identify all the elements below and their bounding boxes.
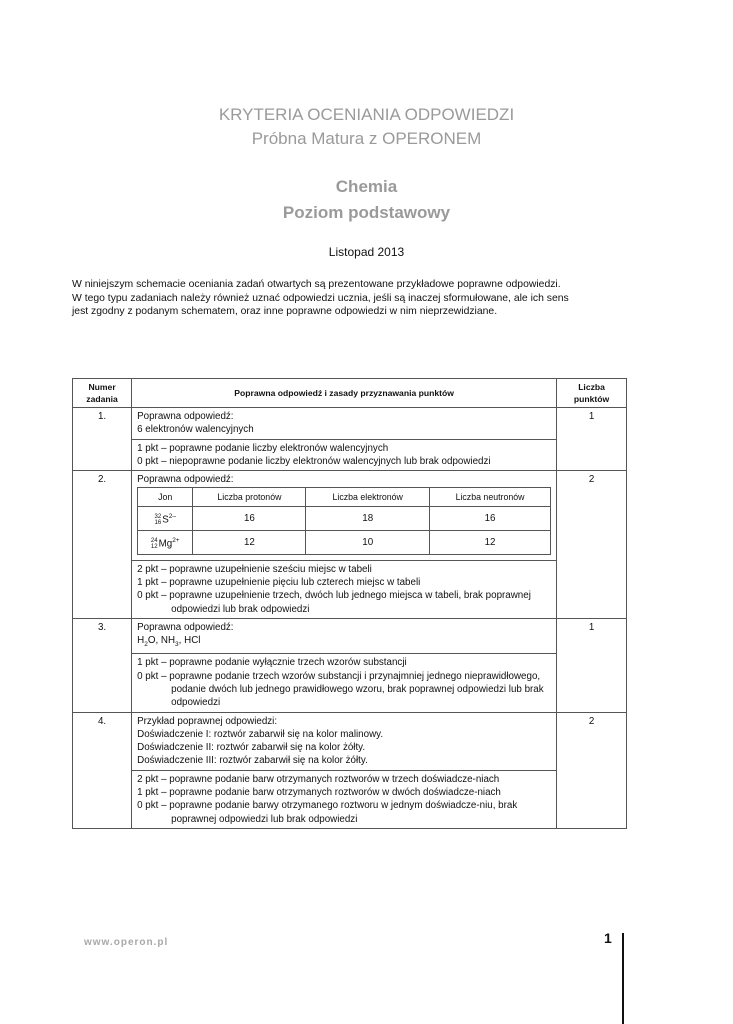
criteria-block xyxy=(132,439,556,471)
task-content xyxy=(132,712,557,828)
footer-website: www.operon.pl xyxy=(84,937,169,948)
ions-header-row xyxy=(138,488,551,507)
criteria-block xyxy=(132,653,556,711)
task-points: 2 xyxy=(557,471,627,619)
answer-label: Przykład poprawnej odpowiedzi: xyxy=(137,715,278,727)
criterion: 0 pkt – poprawne podanie barwy otrzymanego roztworu w jednym doświadcze-niu, brak poprawnej odpowiedzi lub brak odpowiedzi xyxy=(137,800,518,825)
criterion: 2 pkt – poprawne uzupełnienie sześciu miejsc w tabeli xyxy=(137,563,372,575)
table-row xyxy=(73,471,627,619)
isotope-numbers xyxy=(151,538,158,550)
table-row xyxy=(73,618,627,712)
page-number: 1 xyxy=(604,930,612,946)
ion-row xyxy=(138,507,551,531)
subject-header xyxy=(0,174,733,226)
element-symbol: S xyxy=(162,514,169,526)
criterion: 2 pkt – poprawne podanie barw otrzymanych roztworów w trzech doświadcze-niach xyxy=(137,773,500,785)
ions-header: Liczba elektronów xyxy=(306,488,430,507)
answer-label: Poprawna odpowiedź: xyxy=(137,411,234,422)
neutron-count: 12 xyxy=(429,531,550,555)
formula-subscript: 3 xyxy=(175,641,179,649)
isotope-numbers xyxy=(155,514,162,526)
intro-line: W tego typu zadaniach należy również uznać odpowiedzi ucznia, jeśli są inaczej sformułowane, ale ich sens xyxy=(72,292,569,304)
answer-block xyxy=(132,713,556,770)
answer-text: Doświadczenie III: roztwór zabarwił się na kolor żółty. xyxy=(137,755,368,767)
criterion: 0 pkt – poprawne uzupełnienie trzech, dwóch lub jednego miejsca w tabeli, brak poprawnej odpowiedzi lub brak odpowiedzi xyxy=(137,590,531,615)
ions-header: Liczba neutronów xyxy=(429,488,550,507)
grading-table xyxy=(72,378,627,829)
formula-subscript: 2 xyxy=(144,641,148,649)
atomic-number: 12 xyxy=(150,543,158,550)
criteria-block xyxy=(132,560,556,618)
criterion: 1 pkt – poprawne uzupełnienie pięciu lub czterech miejsc w tabeli xyxy=(137,576,421,588)
formula-list xyxy=(137,634,551,651)
intro-paragraph xyxy=(72,278,642,319)
task-points: 2 xyxy=(557,712,627,828)
element-symbol: Mg xyxy=(158,538,173,550)
header-points xyxy=(557,379,627,408)
task-content xyxy=(132,618,557,712)
document-header xyxy=(0,103,733,151)
answer-block xyxy=(132,408,556,439)
answer-label: Poprawna odpowiedź: xyxy=(137,621,234,633)
table-header-row xyxy=(73,379,627,408)
neutron-count: 16 xyxy=(429,507,550,531)
answer-text: Doświadczenie II: roztwór zabarwił się na kolor żółty. xyxy=(137,742,366,754)
answer-block xyxy=(132,471,556,559)
header-text: Numer xyxy=(88,382,116,392)
ion-symbol xyxy=(138,531,193,555)
task-points: 1 xyxy=(557,618,627,712)
proton-count: 16 xyxy=(193,507,306,531)
ions-table xyxy=(137,487,551,554)
table-row xyxy=(73,408,627,471)
header-text: punktów xyxy=(573,394,610,404)
document-subtitle: Próbna Matura z OPERONEM xyxy=(251,129,482,148)
answer-text: Doświadczenie I: roztwór zabarwił się na kolor malinowy. xyxy=(137,728,384,740)
task-number: 1. xyxy=(73,408,132,471)
formula-part: , HCl xyxy=(178,635,201,647)
header-task-number xyxy=(73,379,132,408)
formula-part: H xyxy=(137,635,145,647)
criteria-block xyxy=(132,770,556,828)
header-content: Poprawna odpowiedź i zasady przyznawania punktów xyxy=(132,379,557,408)
ions-header: Liczba protonów xyxy=(193,488,306,507)
formula-part: O, NH xyxy=(147,635,176,647)
task-number: 2. xyxy=(73,471,132,619)
criterion: 1 pkt – poprawne podanie barw otrzymanych roztworów w dwóch doświadcze-niach xyxy=(137,787,501,799)
answer-text: 6 elektronów walencyjnych xyxy=(137,424,254,436)
answer-block xyxy=(132,619,556,654)
criterion: 0 pkt – poprawne podanie trzech wzorów substancji i przynajmniej jednego nieprawidłowego, podanie dwóch lub jednego prawidłowego wzoru, brak poprawnej odpowiedzi lub brak odpowiedzi xyxy=(137,670,544,709)
criterion: 0 pkt – niepoprawne podanie liczby elektronów walencyjnych lub brak odpowiedzi xyxy=(137,455,491,467)
task-points: 1 xyxy=(557,408,627,471)
ion-charge: 2– xyxy=(168,513,176,521)
intro-line: jest zgodny z podanym schematem, oraz inne poprawne odpowiedzi w nim nieprzewidziane. xyxy=(72,306,498,317)
page-edge-line xyxy=(622,933,624,1024)
electron-count: 10 xyxy=(306,531,430,555)
criterion: 1 pkt – poprawne podanie liczby elektronów walencyjnych xyxy=(137,442,389,454)
task-number: 3. xyxy=(73,618,132,712)
header-text: Liczba xyxy=(578,382,605,392)
task-number: 4. xyxy=(73,712,132,828)
task-content xyxy=(132,471,557,619)
intro-line: W niniejszym schemacie oceniania zadań otwartych są prezentowane przykładowe poprawne odpowiedzi. xyxy=(72,279,561,290)
header-text: zadania xyxy=(86,394,118,404)
level-title: Poziom podstawowy xyxy=(282,203,451,222)
subject-title: Chemia xyxy=(335,177,398,196)
document-date: Listopad 2013 xyxy=(328,245,405,259)
ions-header: Jon xyxy=(138,488,193,507)
atomic-number: 16 xyxy=(154,520,162,527)
answer-label: Poprawna odpowiedź: xyxy=(137,474,234,486)
mass-number: 24 xyxy=(150,537,158,544)
ion-symbol xyxy=(138,507,193,531)
electron-count: 18 xyxy=(306,507,430,531)
ion-row xyxy=(138,531,551,555)
ion-charge: 2+ xyxy=(172,537,180,545)
table-row xyxy=(73,712,627,828)
proton-count: 12 xyxy=(193,531,306,555)
mass-number: 32 xyxy=(154,514,162,521)
document-title: KRYTERIA OCENIANIA ODPOWIEDZI xyxy=(218,105,515,124)
task-content xyxy=(132,408,557,471)
criterion: 1 pkt – poprawne podanie wyłącznie trzech wzorów substancji xyxy=(137,657,407,669)
